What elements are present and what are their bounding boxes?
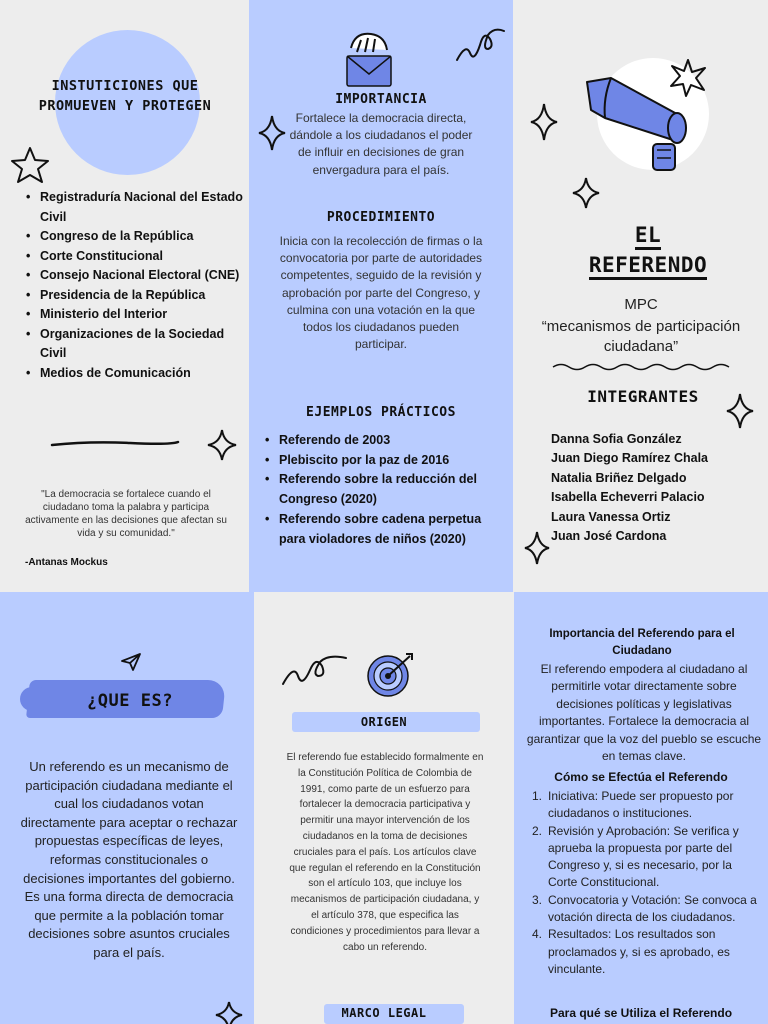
ejemplo-item: • Referendo sobre la reducción del Congreso (2020): [261, 470, 507, 509]
para-que-heading: Para qué se Utiliza el Referendo: [549, 1006, 733, 1020]
origen-heading: ORIGEN: [360, 715, 408, 729]
squiggle-icon: [454, 25, 509, 65]
ejemplo-item: • Referendo sobre cadena perpetua para violadores de niños (2020): [261, 510, 507, 549]
sparkle-icon: [529, 102, 559, 142]
step-text: Convocatoria y Votación: Se convoca a votación directa de los ciudadanos.: [548, 892, 757, 925]
paper-plane-icon: [120, 652, 142, 672]
dash-line-icon: [50, 438, 180, 450]
origen-text: El referendo fue establecido formalmente en la Constitución Política de Colombia de 1991, como parte de un esfuerzo para fortalecer la democracia participativa y permitir una mayor intervención de los ciudadanos en la toma de decisiones cruciales para el país. Los artículos clave que regulan el referendo en la Constitución son el artículo 103, que incluye los mecanismos de participación ciudadana, y el artículo 378, que especifica las condiciones y procedimientos para llevar a cabo un referendo.: [286, 752, 484, 953]
sparkle-icon: [523, 530, 551, 566]
mpc-full: “mecanismos de participación ciudadana”: [541, 318, 741, 355]
integrante-item: Danna Sofia González: [551, 432, 682, 446]
quote-author: -Antanas Mockus: [25, 557, 108, 568]
step-text: Resultados: Los resultados son proclamados y, si es aprobado, es vinculante.: [548, 927, 730, 976]
que-es-text: Un referendo es un mecanismo de participación ciudadana mediante el cual los ciudadanos votan directamente para aceptar o rechazar propuestas específicas de leyes, reformas constitucionales o decisiones importantes del gobierno. Es una forma directa de democracia que permite a la población tomar decisiones sobre asuntos cruciales para el país.: [20, 759, 238, 960]
main-title-line1: EL: [635, 223, 661, 250]
panel-importancia-ciudadano: [514, 592, 768, 1024]
sparkle-icon: [571, 176, 601, 210]
procedimiento-heading: PROCEDIMIENTO: [326, 210, 436, 225]
importancia-heading: IMPORTANCIA: [335, 92, 427, 107]
main-title-line2: REFERENDO: [589, 253, 707, 280]
ejemplos-list: [261, 431, 507, 549]
step-item: [532, 926, 764, 978]
star-icon: [668, 58, 708, 98]
step-item: [532, 823, 764, 892]
integrante-item: Juan José Cardona: [551, 529, 667, 544]
institution-item: • Medios de Comunicación: [22, 364, 244, 384]
step-number: 1.: [532, 789, 543, 803]
step-text: Revisión y Aprobación: Se verifica y aprueba la propuesta por parte del Congreso y, si es necesario, por la Corte Constitucional.: [548, 823, 739, 890]
importancia-text: Fortalece la democracia directa, dándole a los ciudadanos el poder de influir en decisiones de gran envergadura para el país.: [289, 111, 473, 177]
squiggle-icon: [280, 654, 350, 694]
star-icon: [10, 145, 50, 185]
panel-que-es: [0, 592, 254, 1024]
como-efectua-heading: Cómo se Efectúa el Referendo: [554, 770, 728, 784]
step-item: [532, 892, 764, 927]
quote-text: "La democracia se fortalece cuando el ciudadano toma la palabra y participa activamente en las decisiones que afectan su vida y su comunidad.": [25, 489, 227, 539]
institution-item: • Ministerio del Interior: [22, 305, 244, 325]
step-number: 4.: [532, 927, 543, 942]
institution-item: • Consejo Nacional Electoral (CNE): [22, 266, 244, 286]
panel-cover: [513, 0, 768, 592]
sparkle-icon: [206, 428, 238, 462]
integrante-item: Natalia Briñez Delgado: [551, 470, 687, 485]
target-icon: [366, 652, 416, 698]
step-text: Iniciativa: Puede ser propuesto por ciudadanos o instituciones.: [548, 789, 734, 821]
institution-item: • Organizaciones de la Sociedad Civil: [22, 325, 244, 364]
integrante-item: Laura Vanessa Ortiz: [551, 509, 671, 524]
sparkle-icon: [725, 392, 755, 430]
sparkle-icon: [214, 1000, 244, 1024]
envelope-icon: [341, 28, 399, 90]
dash-line-icon: [551, 361, 731, 373]
ejemplos-heading: EJEMPLOS PRÁCTICOS: [306, 405, 456, 420]
ejemplo-item: • Referendo de 2003: [261, 431, 507, 451]
mpc-label: MPC: [624, 296, 658, 313]
institution-item: • Corte Constitucional: [22, 247, 244, 267]
panel-origen: [254, 592, 514, 1024]
importancia-ciudadano-heading: Importancia del Referendo para el Ciudadano: [549, 628, 735, 657]
institutions-title: INSTUTICIONES QUE PROMUEVEN Y PROTEGEN: [38, 78, 212, 114]
institutions-list: [22, 188, 244, 383]
ejemplo-item: • Plebiscito por la paz de 2016: [261, 451, 507, 471]
que-es-title: ¿QUE ES?: [87, 691, 173, 711]
panel-importance: [249, 0, 513, 592]
step-item: [532, 788, 764, 823]
step-number: 2.: [532, 823, 543, 838]
integrante-item: Isabella Echeverri Palacio: [551, 490, 705, 505]
importancia-ciudadano-text: El referendo empodera al ciudadano al permitirle votar directamente sobre decisiones políticas y legislativas importantes. Fortalece la democracia al garantizar que la voz del pueblo se escuche en temas clave.: [526, 662, 762, 764]
institution-item: • Presidencia de la República: [22, 286, 244, 306]
step-number: 3.: [532, 892, 543, 907]
integrantes-list: [551, 430, 761, 546]
procedimiento-text: Inicia con la recolección de firmas o la convocatoria por parte de autoridades competentes, seguido de la revisión y aprobación por parte del Congreso, y culmina con una votación en la que todos los ciudadanos pueden participar.: [279, 234, 483, 352]
steps-list: [532, 788, 764, 978]
institution-item: • Congreso de la República: [22, 227, 244, 247]
marco-legal-heading: MARCO LEGAL: [341, 1006, 427, 1020]
main-title: [568, 220, 728, 280]
integrantes-heading: INTEGRANTES: [587, 387, 699, 406]
panel-institutions: [0, 0, 249, 592]
institution-item: • Registraduría Nacional del Estado Civil: [22, 188, 244, 227]
integrante-item: Juan Diego Ramírez Chala: [551, 451, 708, 466]
